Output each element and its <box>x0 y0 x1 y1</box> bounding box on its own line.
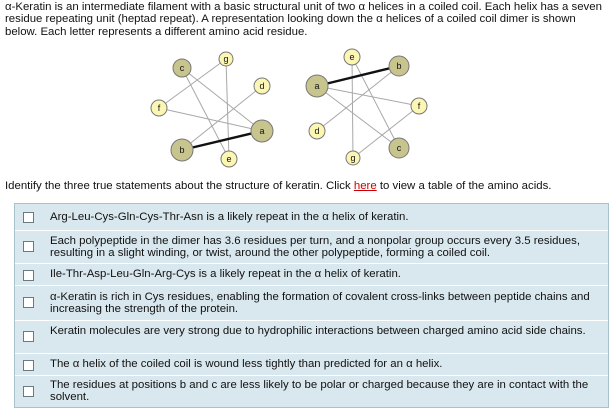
option-5-checkbox[interactable] <box>23 331 34 342</box>
option-1-checkbox[interactable] <box>23 212 34 223</box>
left-label-c: c <box>179 63 185 73</box>
option-6[interactable] <box>15 353 608 375</box>
left-label-b: b <box>179 145 185 155</box>
right-label-d: d <box>314 126 320 136</box>
option-5-text: Keratin molecules are very strong due to hydrophilic interactions between charged amino acid side chains. <box>50 325 586 337</box>
option-3[interactable] <box>15 263 608 285</box>
right-helix <box>306 49 427 165</box>
option-6-checkbox[interactable] <box>23 360 34 371</box>
option-4-checkbox[interactable] <box>23 297 34 308</box>
option-7-text: The residues at positions b and c are less likely to be polar or charged because they are in contact with the solvent. <box>50 379 589 403</box>
right-label-g: g <box>350 153 356 163</box>
amino-acid-table-link[interactable]: here <box>353 180 377 192</box>
option-6-text: The α helix of the coiled coil is wound less tightly than predicted for an α helix. <box>50 358 443 370</box>
coiled-coil-diagram <box>0 0 615 180</box>
left-helix <box>151 52 273 167</box>
option-1-text: Arg-Leu-Cys-Gln-Cys-Thr-Asn is a likely repeat in the α helix of keratin. <box>50 211 409 223</box>
right-label-e: e <box>349 52 355 62</box>
intro-text: α-Keratin is an intermediate filament with a basic structural unit of two α helices in a coiled coil. Each helix has a seven residue repeating unit (heptad repeat). A representation looking down the α helices of a coiled coil dimer is shown below. Each letter represents a different amino acid residue. <box>5 1 602 38</box>
right-label-c: c <box>396 143 402 153</box>
question-text <box>5 180 611 193</box>
option-2-text: Each polypeptide in the dimer has 3.6 residues per turn, and a nonpolar group occurs every 3.5 residues, resulting in a slight winding, or twist, around the other polypeptide, forming a coiled coil. <box>50 235 580 259</box>
answer-options <box>14 203 609 408</box>
right-label-f: f <box>417 101 421 111</box>
left-label-f: f <box>157 103 161 113</box>
option-3-checkbox[interactable] <box>23 270 34 281</box>
left-label-d: d <box>259 81 265 91</box>
option-3-text: Ile-Thr-Asp-Leu-Gln-Arg-Cys is a likely repeat in the α helix of keratin. <box>50 268 401 280</box>
question-after: to view a table of the amino acids. <box>376 180 552 192</box>
option-4-text: α-Keratin is rich in Cys residues, enabling the formation of covalent cross-links between peptide chains and increasing the strength of the protein. <box>50 291 590 315</box>
left-label-e: e <box>226 154 232 164</box>
option-7-checkbox[interactable] <box>23 386 34 397</box>
left-label-a: a <box>259 126 265 136</box>
right-label-b: b <box>396 61 402 71</box>
option-7[interactable] <box>15 375 608 407</box>
option-2-checkbox[interactable] <box>23 241 34 252</box>
option-4[interactable] <box>15 285 608 320</box>
left-label-g: g <box>223 54 229 64</box>
question-before: Identify the three true statements about the structure of keratin. Click <box>5 180 354 192</box>
option-1[interactable] <box>15 204 608 230</box>
option-2[interactable] <box>15 230 608 263</box>
option-5[interactable] <box>15 320 608 353</box>
right-label-a: a <box>314 81 320 91</box>
